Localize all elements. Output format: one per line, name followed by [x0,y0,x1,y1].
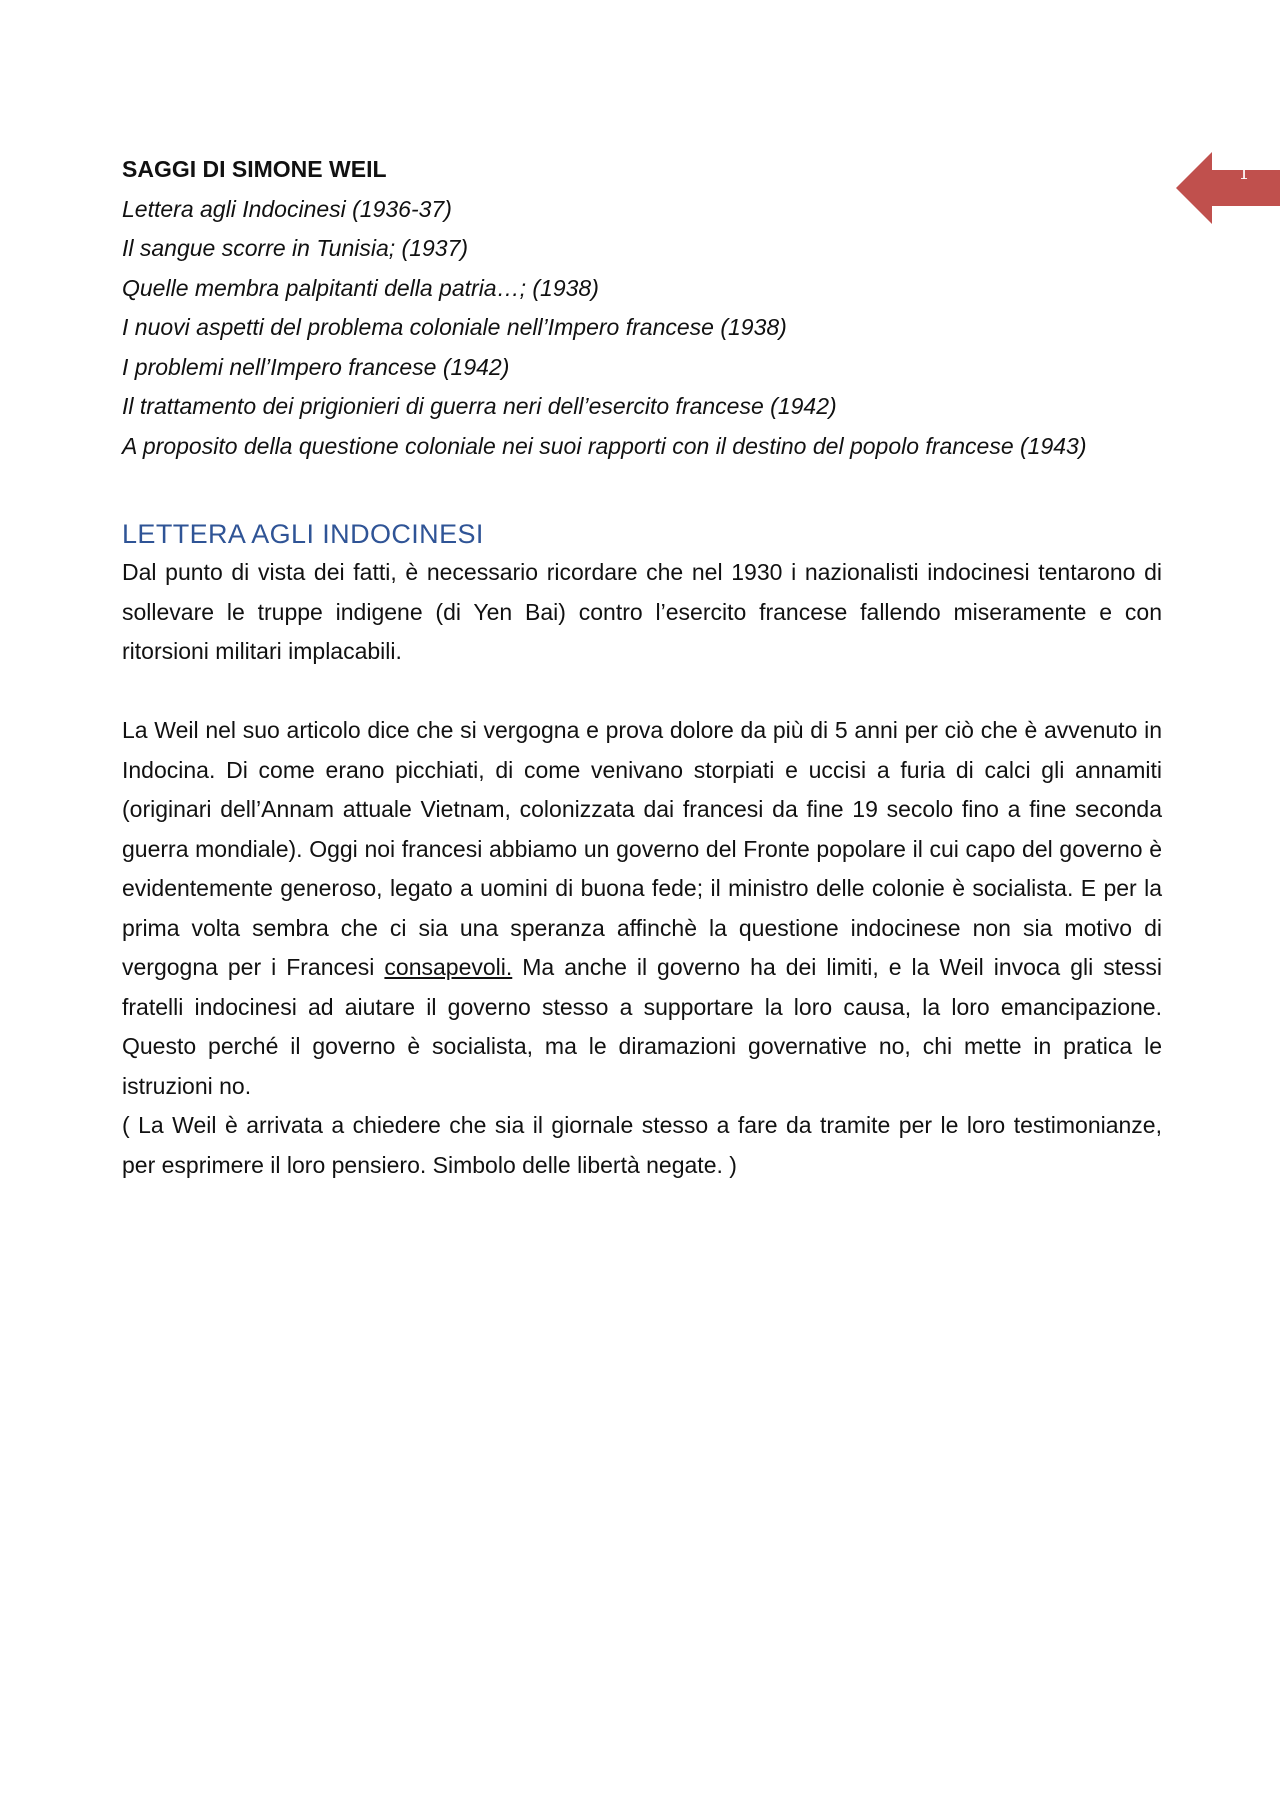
document-heading: SAGGI DI SIMONE WEIL [122,156,387,182]
essay-item: A proposito della questione coloniale nei suoi rapporti con il destino del popolo francese (1943) [122,432,1087,459]
essay-item: Quelle membra palpitanti della patria…; (1938) [122,274,599,301]
underlined-word: consapevoli. [384,954,513,980]
paragraph-spacer [122,672,1162,712]
page-number: 1 [1238,164,1250,184]
paragraph-body [122,711,1162,1106]
left-arrow-icon [1176,152,1280,224]
paragraph-intro: Dal punto di vista dei fatti, è necessario ricordare che nel 1930 i nazionalisti indocinesi tentarono di sollevare le truppe indigene (di Yen Bai) contro l’esercito francese fallendo miseramente e con ritorsioni militari implacabili. [122,559,1162,664]
essay-item: Il sangue scorre in Tunisia; (1937) [122,235,469,261]
document-content [122,150,1162,1185]
essay-item: Lettera agli Indocinesi (1936-37) [122,195,452,222]
paragraph-body-text-continued: Ma anche il governo ha dei limiti, e la Weil invoca gli stessi fratelli indocinesi ad aiutare il governo stesso a supportare la loro causa, la loro emancipazione. Questo perché il governo è socialista, ma le diramazioni governative no, chi mette in pratica le istruzioni no. [122,954,1162,1099]
paragraph-note: ( La Weil è arrivata a chiedere che sia il giornale stesso a fare da tramite per le loro testimonianze, per esprimere il loro pensiero. Simbolo delle libertà negate. ) [122,1112,1162,1178]
essay-item: I problemi nell’Impero francese (1942) [122,353,510,380]
paragraph-body-text: La Weil nel suo articolo dice che si vergogna e prova dolore da più di 5 anni per ciò che è avvenuto in Indocina. Di come erano picchiati, di come venivano storpiati e uccisi a furia di calci gli annamiti (originari dell’Annam attuale Vietnam, colonizzata dai francesi da fine 19 secolo fino a fine seconda guerra mondiale). Oggi noi francesi abbiamo un governo del Fronte popolare il cui capo del governo è evidentemente generoso, legato a uomini di buona fede; il ministro delle colonie è socialista. E per la prima volta sembra che ci sia una speranza affinchè la questione indocinese non sia motivo di vergogna per i Francesi [122,717,1162,980]
essay-item: I nuovi aspetti del problema coloniale nell’Impero francese (1938) [122,314,787,340]
section-title: LETTERA AGLI INDOCINESI [122,519,484,549]
page-number-tab [1176,152,1280,224]
essay-list [122,190,1162,467]
essay-item: Il trattamento dei prigionieri di guerra neri dell’esercito francese (1942) [122,393,837,419]
